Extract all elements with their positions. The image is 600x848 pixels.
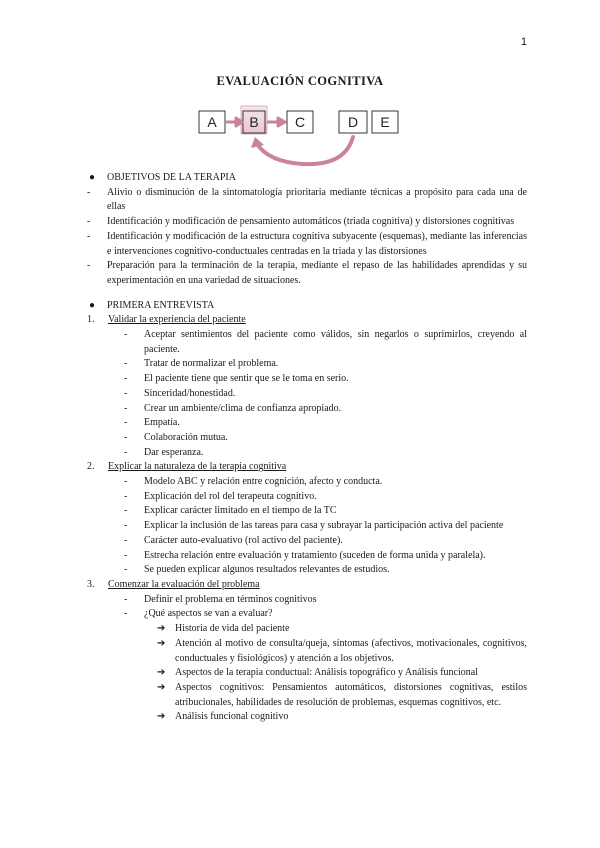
- section-1-heading: 1. Validar la experiencia del paciente: [87, 314, 246, 326]
- list-item: ➔ Atención al motivo de consulta/queja, síntomas (afectivos, motivacionales, cognitivos, conductuales y fisiológicos) y atención a los objetivos.: [157, 637, 527, 664]
- list-item: - Alivio o disminución de la sintomatología prioritaria mediante técnicas a propósito para cada una de ellas: [87, 186, 527, 213]
- list-item: ➔ Aspectos cognitivos: Pensamientos automáticos, distorsiones cognitivas, estilos atribucionales, habilidades de resolución de problemas, esquemas cognitivos, etc.: [157, 681, 527, 708]
- diagram-label-b: B: [249, 114, 259, 130]
- list-item: - Explicación del rol del terapeuta cognitivo.: [124, 490, 527, 505]
- dash-icon: -: [87, 230, 91, 242]
- list-item: - Sinceridad/honestidad.: [124, 387, 527, 402]
- diagram-label-d: D: [347, 114, 359, 130]
- dash-icon: -: [124, 373, 128, 385]
- dash-icon: -: [124, 608, 128, 620]
- dash-icon: -: [124, 505, 128, 517]
- dash-icon: -: [124, 476, 128, 488]
- dash-icon: -: [124, 358, 128, 370]
- objetivos-heading: ● OBJETIVOS DE LA TERAPIA: [87, 171, 527, 186]
- diagram-label-a: A: [207, 114, 217, 130]
- abc-diagram: [195, 100, 405, 170]
- dash-icon: -: [124, 490, 128, 502]
- dash-icon: -: [124, 520, 128, 532]
- diagram-label-e: E: [380, 114, 390, 130]
- list-item: - Preparación para la terminación de la terapia, mediante el repaso de las habilidades aprendidas y su experimentación en una variedad de situaciones.: [87, 260, 527, 286]
- curved-arrow-d-b: [257, 137, 353, 164]
- section-2-heading: 2. Explicar la naturaleza de la terapia cognitiva: [87, 461, 287, 473]
- list-item: - Carácter auto-evaluativo (rol activo del paciente).: [124, 534, 527, 549]
- list-item: - Crear un ambiente/clima de confianza apropiado.: [124, 402, 527, 417]
- list-item: - Colaboración mutua.: [124, 431, 527, 446]
- arrow-right-icon: ➔: [157, 711, 166, 723]
- list-item: - Tratar de normalizar el problema.: [124, 357, 527, 372]
- list-item: ➔ Historia de vida del paciente: [157, 622, 527, 637]
- arrow-a-b: [226, 118, 242, 126]
- list-item: - Empatía.: [124, 416, 527, 431]
- list-item: - Estrecha relación entre evaluación y tratamiento (suceden de forma unida y paralela).: [124, 549, 527, 564]
- dash-icon: -: [87, 260, 91, 272]
- list-item: - Explicar carácter limitado en el tiempo de la TC: [124, 504, 527, 519]
- arrow-right-icon: ➔: [157, 637, 166, 649]
- list-item: ➔ Análisis funcional cognitivo: [157, 710, 527, 725]
- dash-icon: -: [124, 431, 128, 443]
- page-title: EVALUACIÓN COGNITIVA: [216, 74, 384, 88]
- document-body: [87, 171, 527, 725]
- bullet-icon: ●: [89, 172, 96, 183]
- arrow-right-icon: ➔: [157, 623, 166, 635]
- dash-icon: -: [124, 417, 128, 429]
- list-item: - ¿Qué aspectos se van a evaluar?: [124, 607, 527, 622]
- dash-icon: -: [124, 549, 128, 561]
- list-item: - Identificación y modificación de la estructura cognitiva subyacente (esquemas), mediante las inferencias e intervenciones cognitivo-conductuales centradas en la triada y las distorsiones: [87, 230, 527, 257]
- dash-icon: -: [87, 216, 91, 228]
- arrow-b-c: [267, 118, 285, 126]
- dash-icon: -: [124, 534, 128, 546]
- primera-entrevista-heading: ● PRIMERA ENTREVISTA: [87, 299, 527, 314]
- dash-icon: -: [124, 387, 128, 399]
- list-item: - Aceptar sentimientos del paciente como válidos, sin negarlos o suprimirlos, creyendo al paciente.: [124, 329, 527, 355]
- section-3-heading: 3. Comenzar la evaluación del problema: [87, 578, 260, 590]
- list-item: - Explicar la inclusión de las tareas para casa y subrayar la participación activa del paciente: [124, 519, 527, 534]
- list-item: ➔ Aspectos de la terapia conductual: Análisis topográfico y Análisis funcional: [157, 666, 527, 681]
- dash-icon: -: [124, 329, 128, 341]
- dash-icon: -: [124, 564, 128, 576]
- list-item: - Modelo ABC y relación entre cognición, afecto y conducta.: [124, 475, 527, 490]
- page-number: 1: [520, 36, 527, 48]
- dash-icon: -: [124, 402, 128, 414]
- list-item: - Definir el problema en términos cognitivos: [124, 593, 527, 608]
- list-item: - Dar esperanza.: [124, 446, 527, 461]
- dash-icon: -: [87, 186, 91, 198]
- curved-arrow-head: [251, 137, 264, 148]
- list-item: - El paciente tiene que sentir que se le toma en serio.: [124, 372, 527, 387]
- bullet-icon: ●: [89, 299, 96, 311]
- diagram-label-c: C: [294, 114, 306, 130]
- list-item: - Identificación y modificación de pensamiento automáticos (triada cognitiva) y distorsiones cognitivas: [87, 215, 527, 230]
- arrow-right-icon: ➔: [157, 681, 166, 693]
- list-item: - Se pueden explicar algunos resultados relevantes de estudios.: [124, 563, 527, 578]
- dash-icon: -: [124, 446, 128, 458]
- dash-icon: -: [124, 593, 128, 605]
- arrow-right-icon: ➔: [157, 667, 166, 679]
